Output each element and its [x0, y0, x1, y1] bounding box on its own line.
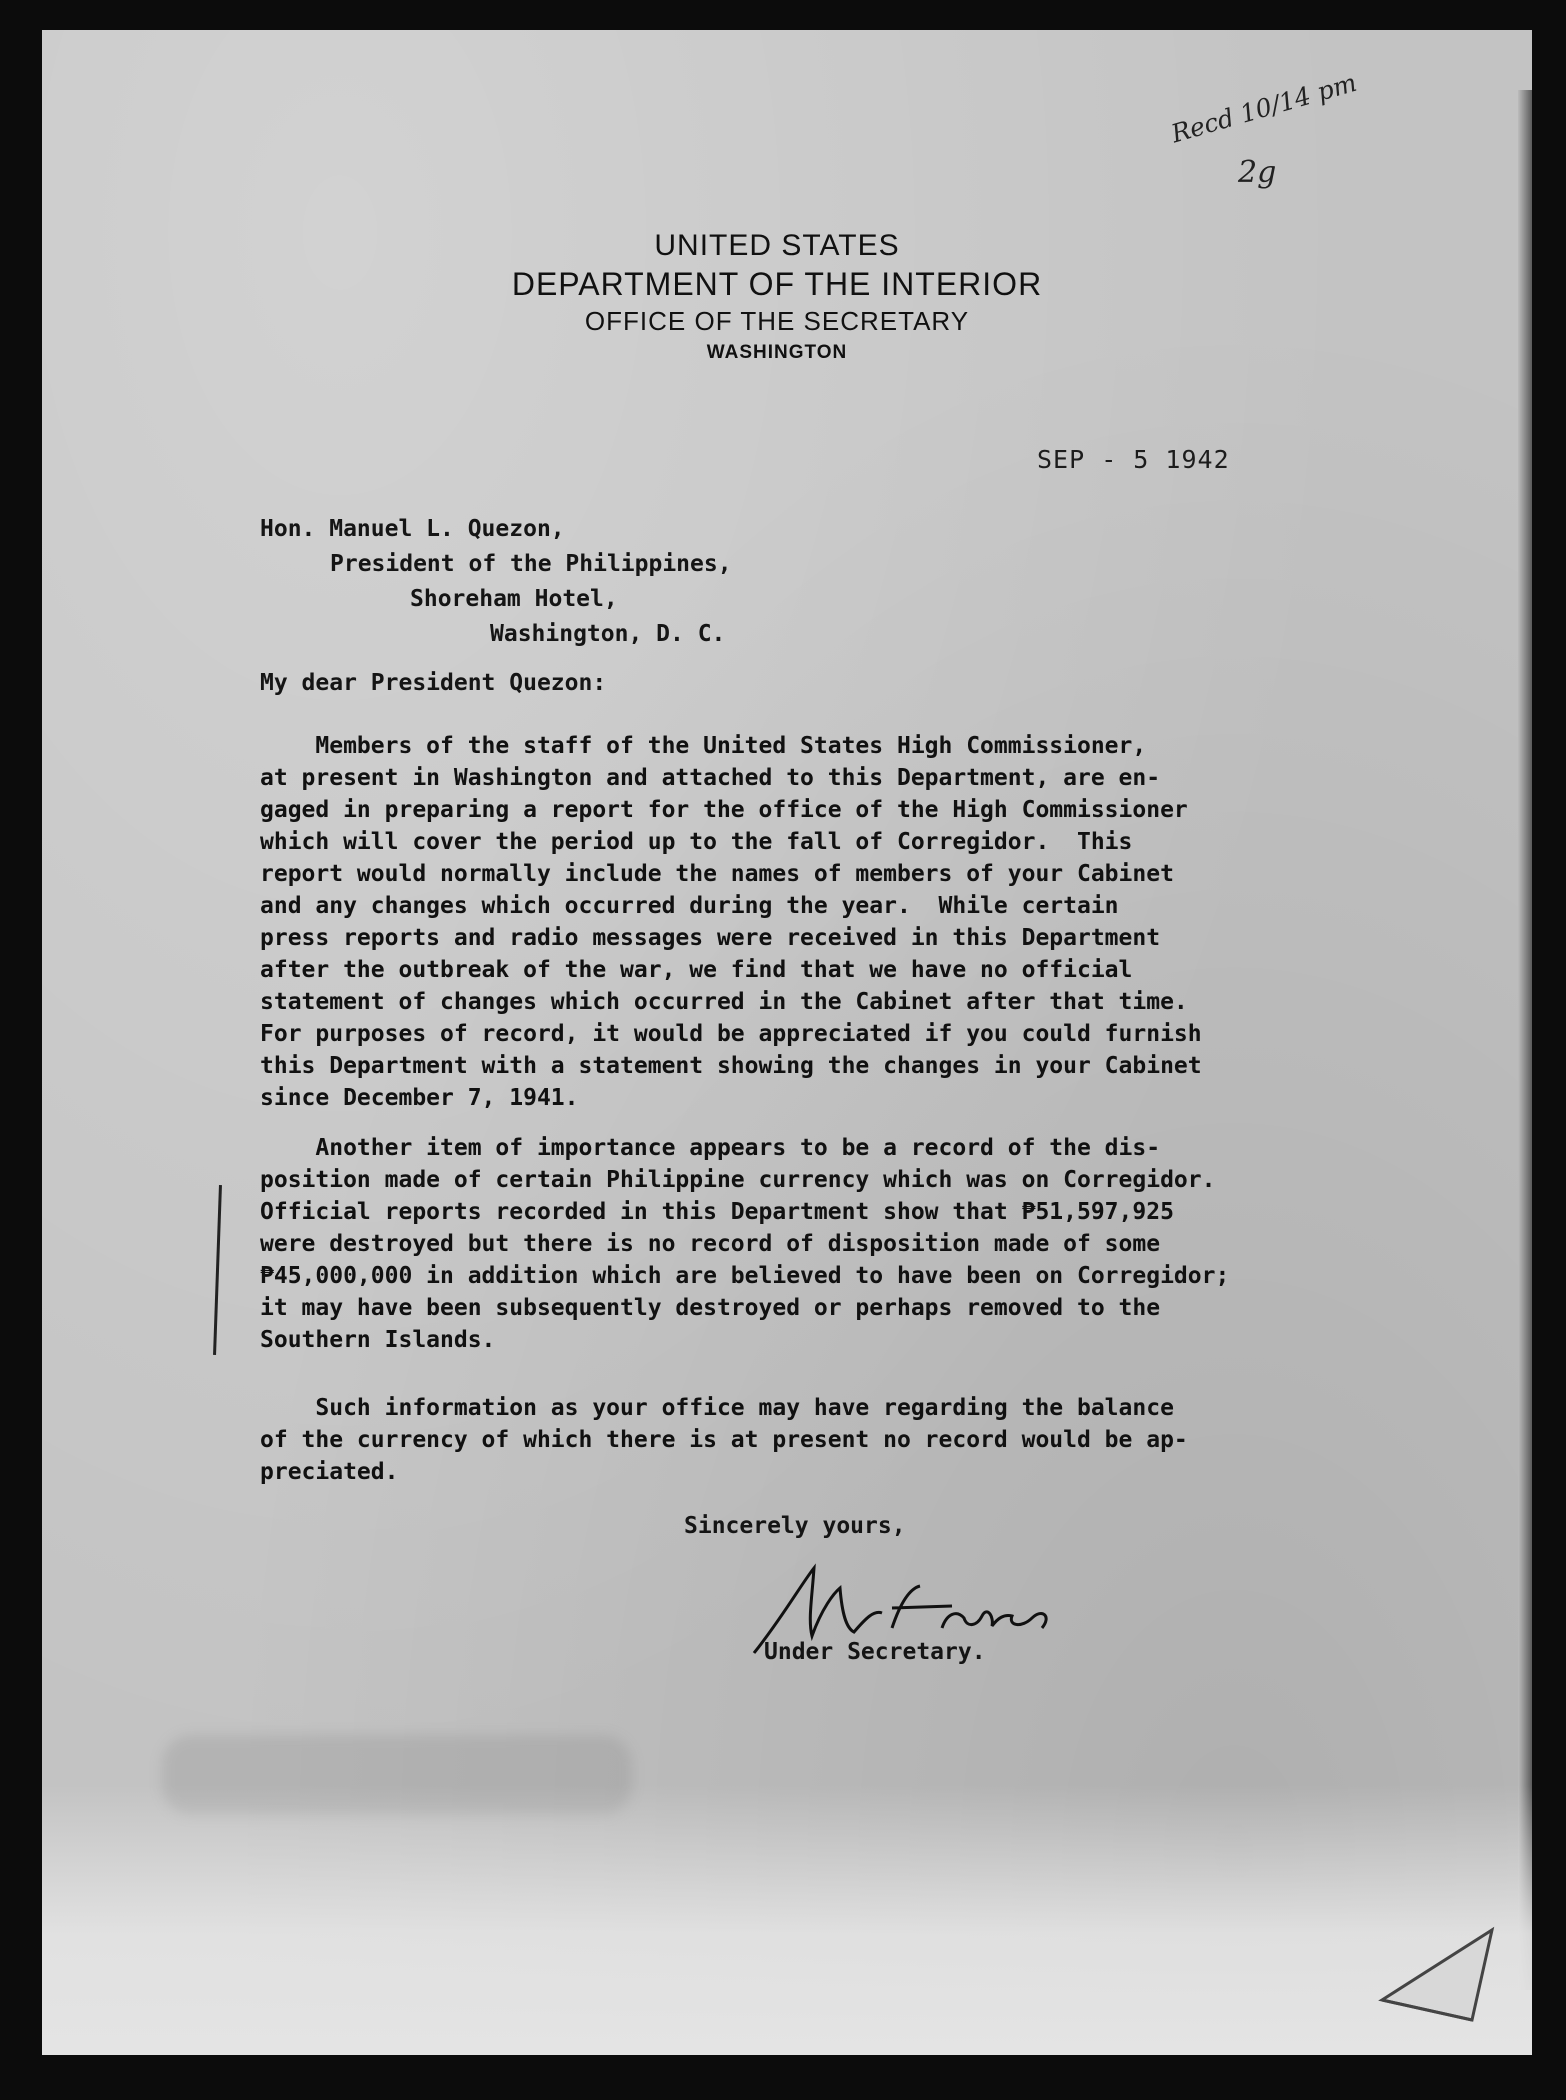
margin-pencil-mark [213, 1185, 222, 1355]
handwritten-note-line2: 2g [1238, 155, 1277, 190]
letterhead-country: UNITED STATES [654, 229, 900, 262]
salutation: My dear President Quezon: [260, 670, 607, 696]
body-paragraph-2: Another item of importance appears to be a record of the dis- position made of certain Philippine currency which was on Corregidor. Official reports recorded in this Department show that ₱51,597,925 were destroyed but there is no record of disposition made of some ₱45,000,000 in addition which are believed to have been on Corregidor; it may have been subsequently destroyed or perhaps removed to the Southern Islands. [260, 1135, 1230, 1353]
letter-date-stamp: SEP - 5 1942 [1037, 445, 1230, 474]
page-edge-shadow [1518, 90, 1532, 1990]
address-line-title: President of the Philippines, [330, 551, 732, 577]
letterhead-office: OFFICE OF THE SECRETARY [584, 306, 970, 336]
address-line-hotel: Shoreham Hotel, [410, 586, 618, 612]
body-paragraph-1: Members of the staff of the United States High Commissioner, at present in Washington and attached to this Department, are en- gaged in preparing a report for the office of the High Commissioner which will cover the period up to the fall of Corregidor. This report would normally include the names of members of your Cabinet and any changes which occurred during the year. While certain press reports and radio messages were received in this Department after the outbreak of the war, we find that we have no official statement of changes which occurred in the Cabinet after that time. For purposes of record, it would be appreciated if you could furnish this Department with a statement showing the changes in your Cabinet since December 7, 1941. [260, 733, 1202, 1111]
paper-wear [42, 1785, 1532, 2055]
address-line-name: Hon. Manuel L. Quezon, [260, 516, 565, 542]
letterhead-city: WASHINGTON [706, 342, 848, 363]
letterhead-department: DEPARTMENT OF THE INTERIOR [511, 266, 1043, 302]
folded-corner [1372, 1920, 1512, 2030]
letterhead [42, 228, 1512, 368]
complimentary-closing: Sincerely yours, [684, 1513, 906, 1539]
handwritten-note [1168, 67, 1372, 190]
signature-title: Under Secretary. [764, 1639, 986, 1665]
handwritten-note-line1: Recd 10/14 pm [1168, 67, 1360, 149]
body-paragraph-3: Such information as your office may have regarding the balance of the currency of which there is at present no record would be ap- preciated. [260, 1395, 1188, 1485]
letter-page [42, 30, 1532, 2055]
recipient-address [260, 512, 732, 652]
address-line-city: Washington, D. C. [490, 621, 726, 647]
